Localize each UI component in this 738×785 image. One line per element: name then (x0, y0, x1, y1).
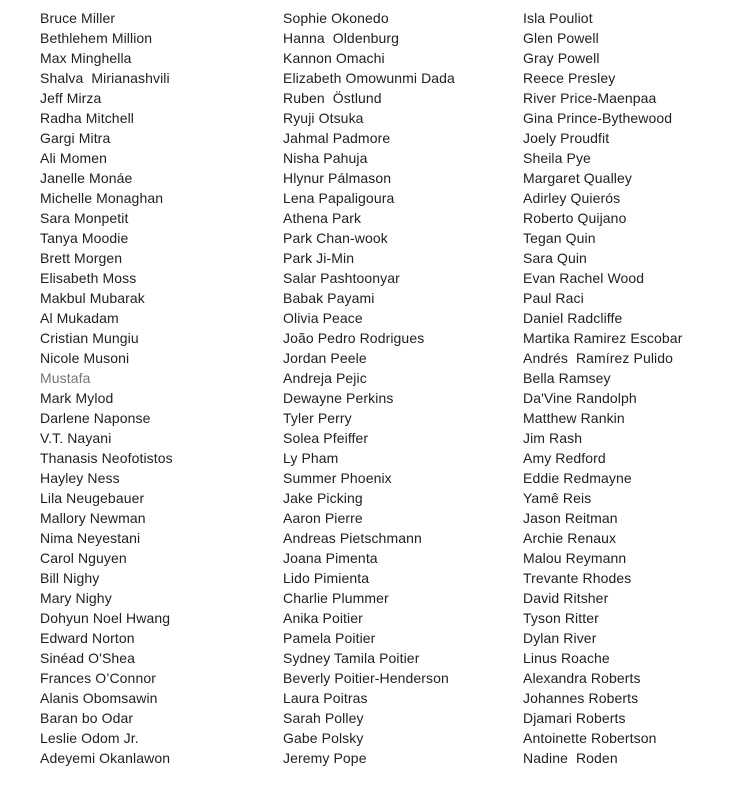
list-item: Sarah Polley (283, 710, 364, 726)
list-item: Bruce Miller (40, 10, 116, 26)
list-item: Leslie Odom Jr. (40, 730, 139, 746)
list-item: Ly Pham (283, 450, 339, 466)
list-item: Al Mukadam (40, 310, 119, 326)
list-item: Park Chan-wook (283, 230, 388, 246)
list-item: Jim Rash (523, 430, 583, 446)
list-item: Margaret Qualley (523, 170, 632, 186)
list-item: Gray Powell (523, 50, 600, 66)
list-item: Joana Pimenta (283, 550, 378, 566)
list-item: Michelle Monaghan (40, 190, 164, 206)
list-item: Bethlehem Million (40, 30, 153, 46)
list-item: Bella Ramsey (523, 370, 611, 386)
list-item: Hlynur Pálmason (283, 170, 392, 186)
list-item: Andreas Pietschmann (283, 530, 422, 546)
list-item: Roberto Quijano (523, 210, 627, 226)
list-item: Ruben Östlund (283, 90, 382, 106)
list-item: Isla Pouliot (523, 10, 593, 26)
list-item: Jake Picking (283, 490, 363, 506)
list-item: Mark Mylod (40, 390, 114, 406)
name-column-1 (40, 8, 283, 768)
list-item: Nima Neyestani (40, 530, 141, 546)
list-item: Jeff Mirza (40, 90, 102, 106)
list-item: Hayley Ness (40, 470, 120, 486)
list-item: Babak Payami (283, 290, 375, 306)
list-item: Pamela Poitier (283, 630, 376, 646)
name-column-3 (523, 8, 738, 768)
list-item: Athena Park (283, 210, 362, 226)
list-item: Linus Roache (523, 650, 610, 666)
list-item: Janelle Monáe (40, 170, 133, 186)
list-item: Gabe Polsky (283, 730, 364, 746)
list-item: Jeremy Pope (283, 750, 367, 766)
list-item: V.T. Nayani (40, 430, 112, 446)
list-item: Lido Pimienta (283, 570, 370, 586)
list-item: Elisabeth Moss (40, 270, 137, 286)
list-item: Elizabeth Omowunmi Dada (283, 70, 455, 86)
list-item: Ryuji Otsuka (283, 110, 364, 126)
list-item: Tyler Perry (283, 410, 352, 426)
list-item: Salar Pashtoonyar (283, 270, 400, 286)
list-item: Malou Reymann (523, 550, 627, 566)
list-item: Olivia Peace (283, 310, 363, 326)
list-item: Mallory Newman (40, 510, 146, 526)
list-item: Sara Monpetit (40, 210, 129, 226)
list-item: Sydney Tamila Poitier (283, 650, 420, 666)
list-item: Ali Momen (40, 150, 108, 166)
list-item: Bill Nighy (40, 570, 100, 586)
list-item: Eddie Redmayne (523, 470, 632, 486)
list-item: Beverly Poitier-Henderson (283, 670, 449, 686)
list-item: Anika Poitier (283, 610, 363, 626)
list-item: Baran bo Odar (40, 710, 134, 726)
list-item: Charlie Plummer (283, 590, 389, 606)
list-item: Lena Papaligoura (283, 190, 395, 206)
list-item: River Price-Maenpaa (523, 90, 657, 106)
list-item: Nadine Roden (523, 750, 618, 766)
list-item: Dohyun Noel Hwang (40, 610, 171, 626)
list-item: Amy Redford (523, 450, 606, 466)
name-columns (40, 8, 738, 768)
list-item: Antoinette Robertson (523, 730, 657, 746)
list-item: Jordan Peele (283, 350, 367, 366)
list-item: Solea Pfeiffer (283, 430, 369, 446)
list-item: Nicole Musoni (40, 350, 130, 366)
list-item: Matthew Rankin (523, 410, 625, 426)
list-item: Cristian Mungiu (40, 330, 139, 346)
list-item: Sophie Okonedo (283, 10, 389, 26)
list-item: Thanasis Neofotistos (40, 450, 173, 466)
name-column-2 (283, 8, 523, 768)
list-item: Andrés Ramírez Pulido (523, 350, 674, 366)
list-item: Sinéad O'Shea (40, 650, 136, 666)
list-item: Mustafa (40, 370, 91, 386)
list-item: Paul Raci (523, 290, 584, 306)
list-item: Gargi Mitra (40, 130, 111, 146)
list-item: Nisha Pahuja (283, 150, 368, 166)
list-item: Archie Renaux (523, 530, 617, 546)
list-item: Tegan Quin (523, 230, 596, 246)
list-item: Adirley Quierós (523, 190, 621, 206)
list-item: Jahmal Padmore (283, 130, 391, 146)
list-item: Glen Powell (523, 30, 599, 46)
list-item: Carol Nguyen (40, 550, 127, 566)
list-item: Joely Proudfit (523, 130, 610, 146)
list-item: Sara Quin (523, 250, 587, 266)
list-item: Brett Morgen (40, 250, 123, 266)
list-item: Dylan River (523, 630, 597, 646)
list-item: Djamari Roberts (523, 710, 626, 726)
list-item: Mary Nighy (40, 590, 112, 606)
list-item: Martika Ramirez Escobar (523, 330, 683, 346)
list-item: Reece Presley (523, 70, 616, 86)
list-item: Makbul Mubarak (40, 290, 145, 306)
list-item: Darlene Naponse (40, 410, 151, 426)
list-item: Lila Neugebauer (40, 490, 145, 506)
list-item: Trevante Rhodes (523, 570, 632, 586)
list-item: Kannon Omachi (283, 50, 385, 66)
list-item: Hanna Oldenburg (283, 30, 400, 46)
list-item: Radha Mitchell (40, 110, 134, 126)
list-item: Frances O’Connor (40, 670, 156, 686)
list-item: Tanya Moodie (40, 230, 129, 246)
list-item: Dewayne Perkins (283, 390, 394, 406)
list-item: Yamê Reis (523, 490, 592, 506)
list-item: Da'Vine Randolph (523, 390, 637, 406)
list-item: Park Ji-Min (283, 250, 355, 266)
list-item: Gina Prince-Bythewood (523, 110, 673, 126)
list-item: Summer Phoenix (283, 470, 392, 486)
list-item: Alanis Obomsawin (40, 690, 158, 706)
list-item: Edward Norton (40, 630, 135, 646)
list-item: João Pedro Rodrigues (283, 330, 425, 346)
list-item: Max Minghella (40, 50, 132, 66)
list-item: Sheila Pye (523, 150, 591, 166)
list-item: Alexandra Roberts (523, 670, 641, 686)
list-item: Andreja Pejic (283, 370, 367, 386)
list-item: Tyson Ritter (523, 610, 599, 626)
list-item: Daniel Radcliffe (523, 310, 623, 326)
list-item: Adeyemi Okanlawon (40, 750, 171, 766)
list-item: David Ritsher (523, 590, 609, 606)
list-item: Jason Reitman (523, 510, 618, 526)
list-item: Johannes Roberts (523, 690, 639, 706)
list-item: Evan Rachel Wood (523, 270, 645, 286)
list-item: Shalva Mirianashvili (40, 70, 170, 86)
list-item: Laura Poitras (283, 690, 368, 706)
list-item: Aaron Pierre (283, 510, 363, 526)
